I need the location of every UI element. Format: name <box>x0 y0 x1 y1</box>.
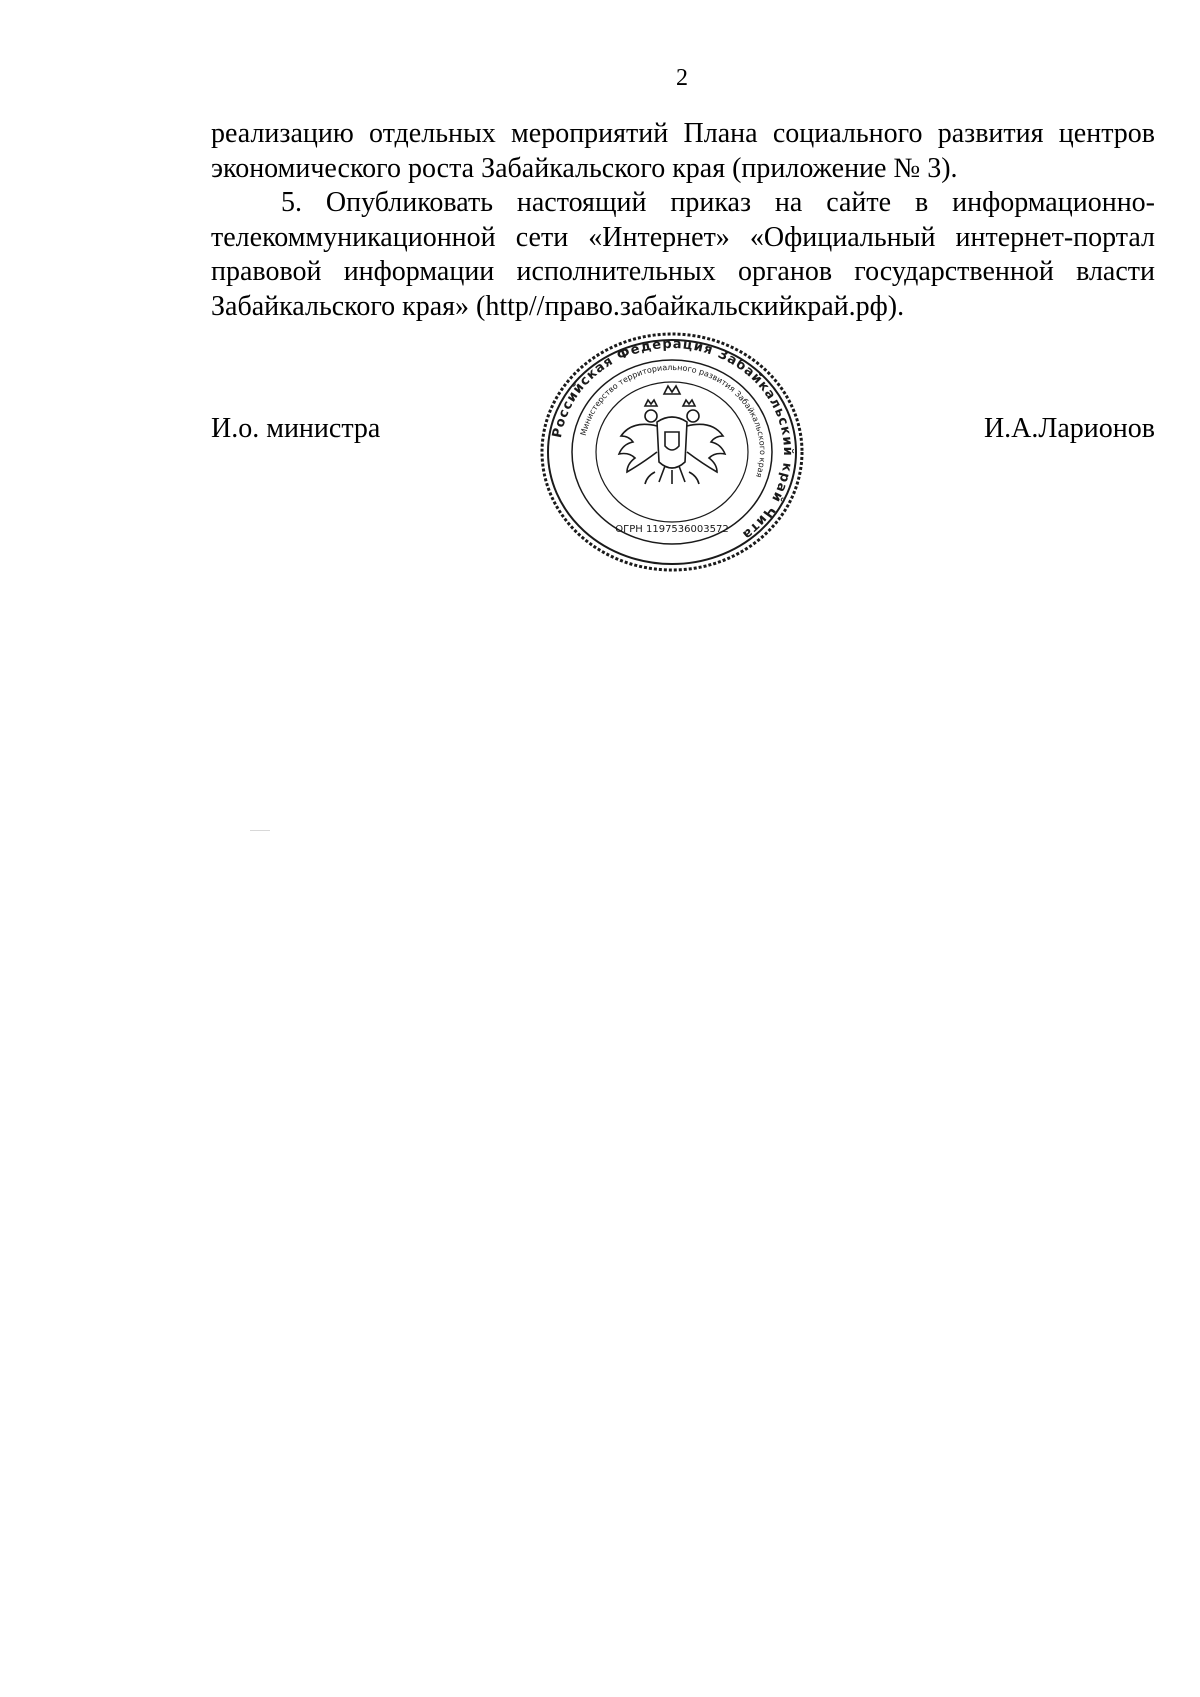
paragraph-5: 5. Опубликовать настоящий приказ на сайте в информационно-телекоммуникационной сети «Интернет» «Официальный интернет-портал правовой информации исполнительных органов государственной власти Забайкальского края» (http//право.забайкальскийкрай.рф). <box>211 187 1155 322</box>
document-body <box>211 117 1155 324</box>
official-seal-stamp <box>537 332 807 572</box>
page-number: 2 <box>676 65 688 91</box>
svg-text:Министерство территориального <box>579 363 767 479</box>
signatory-position: И.о. министра <box>211 413 381 444</box>
scan-artifact <box>250 830 270 831</box>
stamp-inner-text: Министерство территориального развития Забайкальского края <box>578 362 768 479</box>
stamp-ogrn: ОГРН 1197536003572 <box>615 524 729 535</box>
double-headed-eagle-icon <box>619 386 725 484</box>
stamp-outer-text: Российская Федерация Забайкальский край Чита <box>550 336 796 543</box>
signatory-name: И.А.Ларионов <box>983 413 1155 444</box>
paragraph-continuation: реализацию отдельных мероприятий Плана социального развития центров экономического роста Забайкальского края (приложение № 3). <box>211 118 1155 184</box>
